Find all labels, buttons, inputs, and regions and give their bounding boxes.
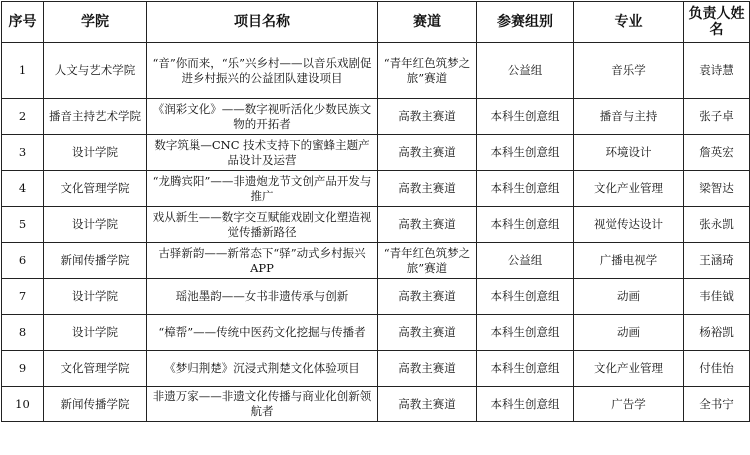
cell-major: 播音与主持 [574,99,684,135]
cell-project: 数字筑巢—CNC 技术支持下的蜜蜂主题产品设计及运营 [147,135,378,171]
cell-college: 播音主持艺术学院 [44,99,147,135]
cell-leader: 韦佳钺 [684,279,750,315]
header-track: 赛道 [378,2,477,43]
cell-group: 本科生创意组 [477,315,574,351]
cell-group: 公益组 [477,243,574,279]
table-row [2,387,750,422]
cell-major: 广播电视学 [574,243,684,279]
cell-index: 2 [2,99,44,135]
header-project: 项目名称 [147,2,378,43]
cell-track: 高教主赛道 [378,99,477,135]
cell-group: 本科生创意组 [477,207,574,243]
cell-major: 文化产业管理 [574,351,684,387]
cell-index: 1 [2,43,44,99]
cell-index: 7 [2,279,44,315]
cell-major: 动画 [574,315,684,351]
cell-major: 视觉传达设计 [574,207,684,243]
cell-college: 新闻传播学院 [44,243,147,279]
cell-index: 10 [2,387,44,422]
cell-college: 设计学院 [44,315,147,351]
cell-index: 6 [2,243,44,279]
cell-project: 瑶池墨韵——女书非遗传承与创新 [147,279,378,315]
header-row [2,2,750,43]
table-row [2,99,750,135]
table-row [2,135,750,171]
cell-group: 本科生创意组 [477,171,574,207]
cell-group: 本科生创意组 [477,279,574,315]
cell-group: 本科生创意组 [477,387,574,422]
cell-project: 古驿新韵——新常态下“驿”动式乡村振兴APP [147,243,378,279]
cell-college: 人文与艺术学院 [44,43,147,99]
cell-leader: 全书宁 [684,387,750,422]
cell-major: 环境设计 [574,135,684,171]
table-row [2,171,750,207]
cell-college: 设计学院 [44,207,147,243]
cell-index: 5 [2,207,44,243]
cell-group: 本科生创意组 [477,99,574,135]
header-leader: 负责人姓名 [684,2,750,43]
cell-college: 文化管理学院 [44,351,147,387]
cell-index: 8 [2,315,44,351]
cell-group: 本科生创意组 [477,135,574,171]
cell-index: 9 [2,351,44,387]
cell-leader: 张子卓 [684,99,750,135]
cell-project: 非遗万家——非遗文化传播与商业化创新领航者 [147,387,378,422]
cell-leader: 詹英宏 [684,135,750,171]
cell-leader: 杨裕凯 [684,315,750,351]
header-group: 参赛组别 [477,2,574,43]
cell-track: 高教主赛道 [378,351,477,387]
cell-major: 动画 [574,279,684,315]
cell-college: 设计学院 [44,135,147,171]
cell-group: 本科生创意组 [477,351,574,387]
cell-track: 高教主赛道 [378,315,477,351]
table-row [2,207,750,243]
table-row [2,243,750,279]
table-row [2,43,750,99]
cell-major: 音乐学 [574,43,684,99]
cell-track: 高教主赛道 [378,135,477,171]
cell-group: 公益组 [477,43,574,99]
cell-project: 戏从新生——数字交互赋能戏剧文化塑造视觉传播新路径 [147,207,378,243]
table-row [2,315,750,351]
header-major: 专业 [574,2,684,43]
cell-project: 《梦归荆楚》沉浸式荆楚文化体验项目 [147,351,378,387]
cell-leader: 付佳怡 [684,351,750,387]
cell-index: 3 [2,135,44,171]
cell-project: “音”你而来，“乐”兴乡村——以音乐戏剧促进乡村振兴的公益团队建设项目 [147,43,378,99]
cell-college: 文化管理学院 [44,171,147,207]
cell-track: 高教主赛道 [378,171,477,207]
cell-track: 高教主赛道 [378,387,477,422]
project-table [1,1,750,422]
cell-project: “樟帮”——传统中医药文化挖掘与传播者 [147,315,378,351]
table-row [2,279,750,315]
cell-track: “青年红色筑梦之旅”赛道 [378,43,477,99]
cell-track: “青年红色筑梦之旅”赛道 [378,243,477,279]
cell-leader: 张永凯 [684,207,750,243]
cell-index: 4 [2,171,44,207]
header-index: 序号 [2,2,44,43]
cell-project: “龙腾宾阳”——非遗炮龙节文创产品开发与推广 [147,171,378,207]
cell-college: 设计学院 [44,279,147,315]
cell-track: 高教主赛道 [378,279,477,315]
header-college: 学院 [44,2,147,43]
cell-leader: 袁诗慧 [684,43,750,99]
cell-project: 《润彩文化》——数字视听活化少数民族文物的开拓者 [147,99,378,135]
cell-leader: 梁智达 [684,171,750,207]
cell-track: 高教主赛道 [378,207,477,243]
cell-leader: 王涵琦 [684,243,750,279]
table-row [2,351,750,387]
cell-major: 文化产业管理 [574,171,684,207]
cell-college: 新闻传播学院 [44,387,147,422]
cell-major: 广告学 [574,387,684,422]
